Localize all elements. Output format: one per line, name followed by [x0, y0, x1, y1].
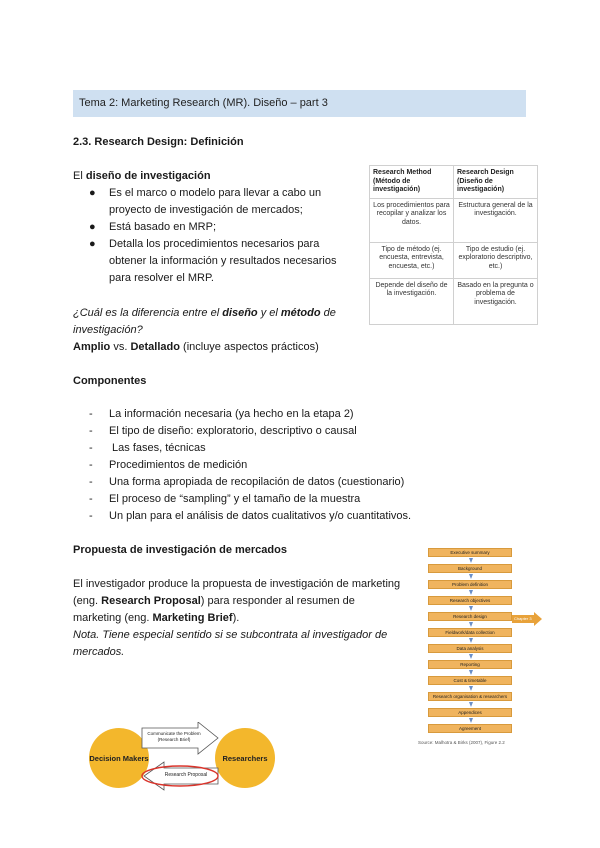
component-text: Procedimientos de medición — [109, 459, 248, 471]
arrow-down-icon — [428, 589, 512, 596]
q-part: de investigación? — [73, 307, 336, 336]
bullet-text: Detalla los procedimientos necesarios para obtener la información y resultados necesarios para resolver el MRP. — [109, 238, 337, 284]
component-text: El tipo de diseño: exploratorio, descriptivo o causal — [109, 425, 357, 437]
a-bold: Detallado — [130, 341, 180, 353]
arrow-down-icon — [428, 637, 512, 644]
dash-icon: - — [89, 425, 93, 437]
component-text: Las fases, técnicas — [109, 442, 206, 454]
table-cell: Estructura general de la investigación. — [454, 198, 538, 242]
dash-icon: - — [89, 493, 93, 505]
bullet-text: Está basado en MRP; — [109, 221, 217, 233]
intro-bold: diseño de investigación — [85, 170, 211, 182]
p-text: El investigador produce la propuesta de investigación de marketing (eng. — [73, 578, 401, 607]
flow-step: Problem definition — [428, 580, 512, 589]
arrow-down-icon — [428, 717, 512, 724]
proposal-label: Research Proposal — [164, 772, 208, 778]
arrow-down-icon — [428, 621, 512, 628]
table-cell: Los procedimientos para recopilar y analizar los datos. — [370, 198, 454, 242]
researchers-circle: Researchers — [215, 728, 275, 788]
flow-step: Research objectives — [428, 596, 512, 605]
list-item — [89, 474, 489, 491]
proposal-flowchart — [428, 548, 512, 733]
arrow-down-icon — [428, 573, 512, 580]
communicate-label: Communicate the Problem (Research Brief) — [147, 731, 201, 742]
flow-step: Research design — [428, 612, 512, 621]
arrow-down-icon — [428, 653, 512, 660]
a-text: (incluye aspectos prácticos) — [179, 341, 319, 353]
list-item — [89, 491, 489, 508]
a-text: vs. — [110, 341, 131, 353]
list-item — [89, 423, 489, 440]
component-text: Una forma apropiada de recopilación de datos (cuestionario) — [109, 476, 405, 488]
difference-answer — [73, 339, 319, 356]
flow-step: Fieldwork/data collection — [428, 628, 512, 637]
table-header-design: Research Design (Diseño de investigación) — [454, 166, 538, 199]
arrow-down-icon — [428, 669, 512, 676]
dash-icon: - — [89, 476, 93, 488]
table-cell: Tipo de estudio (ej. exploratorio descriptivo, etc.) — [454, 242, 538, 278]
p-text: ) para responder al resumen de marketing (eng. — [73, 595, 355, 624]
bullet-icon: ● — [89, 221, 96, 233]
list-item — [89, 406, 489, 423]
flowchart-caption: Source: Malhotra & Birks (2007), Figure 2.2 — [418, 740, 505, 745]
table-header-method: Research Method (Método de investigación) — [370, 166, 454, 199]
flow-step: Agreement — [428, 724, 512, 733]
q-bold: método — [280, 307, 321, 319]
flow-step: Appendices — [428, 708, 512, 717]
list-item — [89, 508, 489, 525]
definition-bullets — [89, 185, 349, 287]
flow-step: Reporting — [428, 660, 512, 669]
list-item — [89, 457, 489, 474]
component-text: Un plan para el análisis de datos cualitativos y/o cuantitativos. — [109, 510, 412, 522]
table-cell: Basado en la pregunta o problema de investigación. — [454, 278, 538, 324]
dash-icon: - — [89, 442, 93, 454]
list-item — [89, 185, 349, 219]
component-text: La información necesaria (ya hecho en la etapa 2) — [109, 408, 354, 420]
proposal-paragraph — [73, 576, 403, 627]
method-design-table — [369, 165, 538, 325]
chapter-label: Chapter 3 — [514, 616, 532, 621]
intro-prefix: El — [73, 170, 86, 182]
q-bold: diseño — [222, 307, 258, 319]
flow-step: Data analysis — [428, 644, 512, 653]
definition-intro — [73, 168, 211, 185]
q-part: y el — [257, 307, 281, 319]
section-heading: 2.3. Research Design: Definición — [73, 136, 244, 148]
flow-step: Executive summary — [428, 548, 512, 557]
flow-step: Research organisation & researchers — [428, 692, 512, 701]
list-item — [89, 219, 349, 236]
bullet-text: Es el marco o modelo para llevar a cabo un proyecto de investigación de mercados; — [109, 187, 322, 216]
q-part: ¿Cuál es la diferencia entre el — [73, 307, 223, 319]
p-bold: Marketing Brief — [152, 612, 233, 624]
proposal-heading: Propuesta de investigación de mercados — [73, 544, 287, 556]
arrow-down-icon — [428, 701, 512, 708]
difference-question — [73, 305, 343, 339]
flow-step: Cost & timetable — [428, 676, 512, 685]
p-bold: Research Proposal — [101, 595, 201, 607]
dash-icon: - — [89, 459, 93, 471]
table-cell: Depende del diseño de la investigación. — [370, 278, 454, 324]
bullet-icon: ● — [89, 238, 96, 250]
flow-step: Background — [428, 564, 512, 573]
dash-icon: - — [89, 510, 93, 522]
list-item — [89, 236, 349, 287]
page-header: Tema 2: Marketing Research (MR). Diseño – part 3 — [73, 90, 526, 117]
a-bold: Amplio — [73, 341, 111, 353]
list-item — [89, 440, 489, 457]
proposal-note: Nota. Tiene especial sentido si se subcontrata al investigador de mercados. — [73, 629, 388, 658]
arrow-down-icon — [428, 605, 512, 612]
arrow-down-icon — [428, 685, 512, 692]
components-heading: Componentes — [73, 375, 147, 387]
arrow-down-icon — [428, 557, 512, 564]
decision-makers-circle: Decision Makers — [89, 728, 149, 788]
bullet-icon: ● — [89, 187, 96, 199]
table-cell: Tipo de método (ej. encuesta, entrevista, encuesta, etc.) — [370, 242, 454, 278]
p-text: ). — [232, 612, 240, 624]
dash-icon: - — [89, 408, 93, 420]
component-text: El proceso de “sampling” y el tamaño de la muestra — [109, 493, 361, 505]
components-list — [89, 406, 489, 525]
